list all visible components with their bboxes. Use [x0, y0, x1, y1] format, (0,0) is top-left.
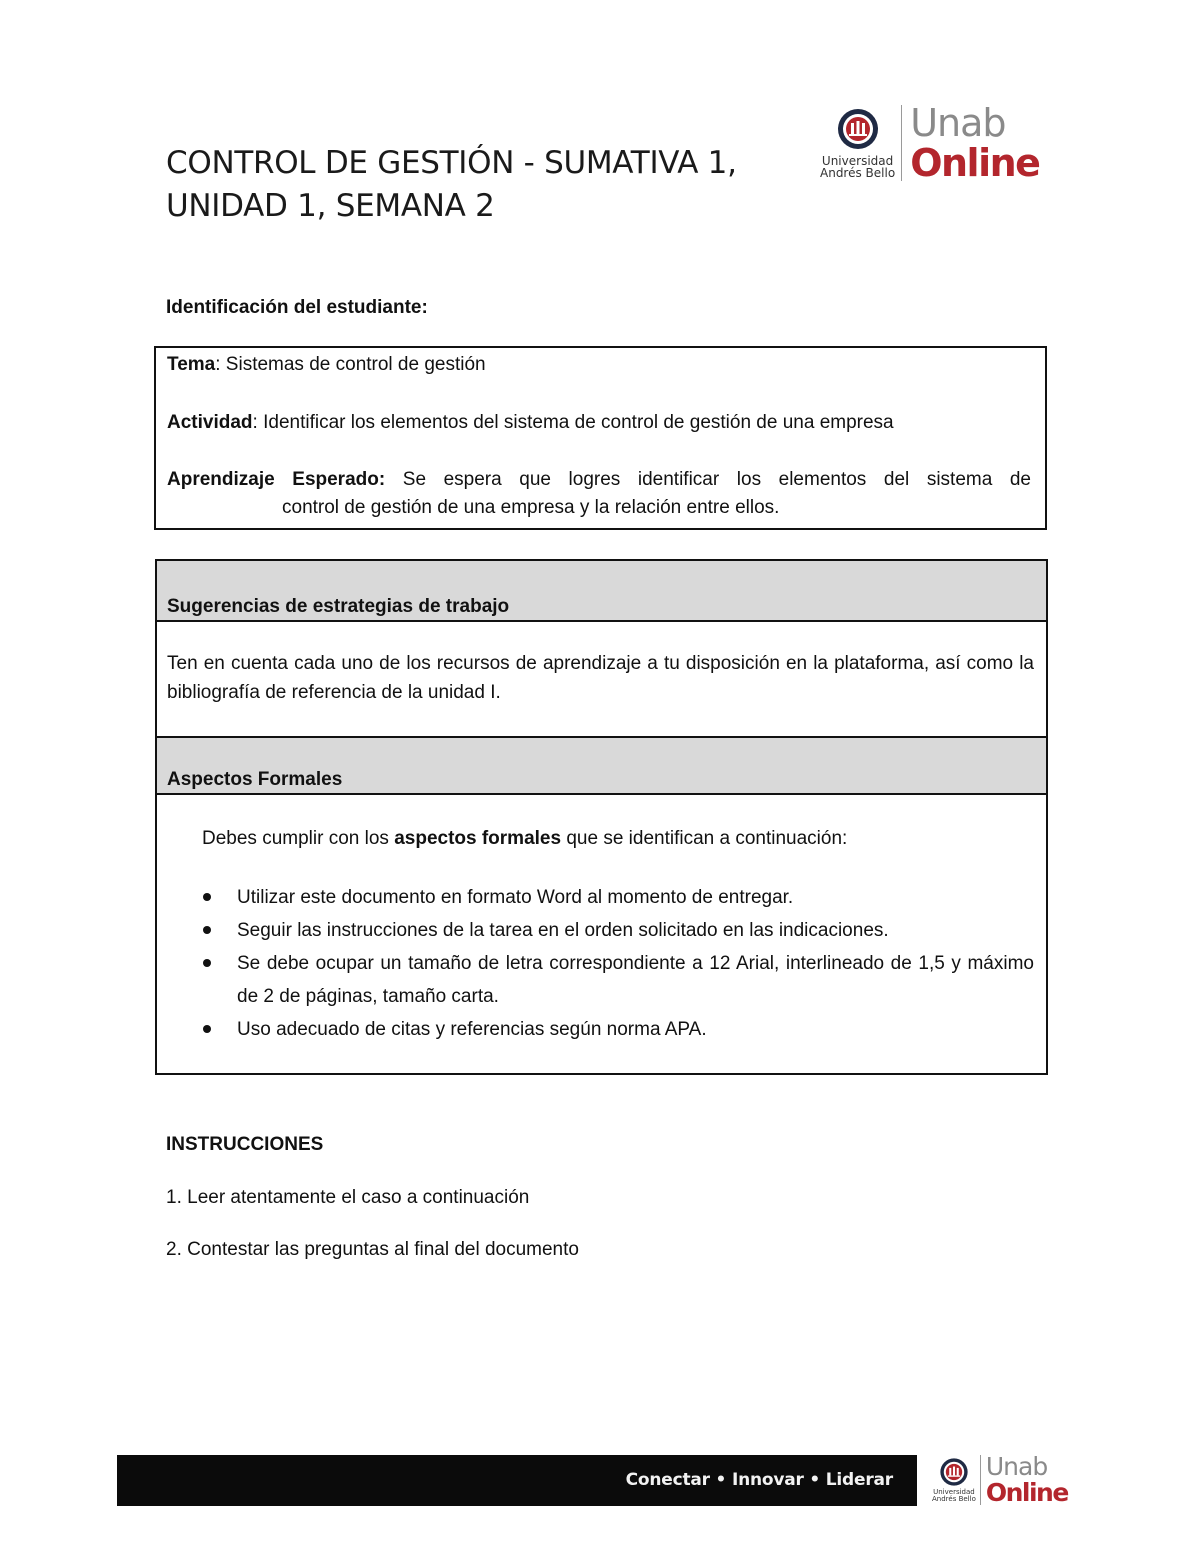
university-mark — [820, 107, 895, 179]
university-name — [820, 155, 895, 179]
logo-divider — [901, 105, 902, 181]
activity-info-box — [154, 346, 1047, 530]
bullet-dot-icon — [203, 926, 211, 934]
unab-online-logo — [820, 101, 1040, 185]
footer-bar — [117, 1455, 917, 1506]
aprendizaje-value-2: control de gestión de una empresa y la relación entre ellos. — [282, 497, 780, 518]
brand-wordmark — [910, 101, 1040, 185]
list-item-text: Se debe ocupar un tamaño de letra correspondiente a 12 Arial, interlineado de 1,5 y máximo de 2 de páginas, tamaño carta. — [237, 953, 1034, 1007]
footer-university-name — [932, 1489, 976, 1503]
list-item-text: Uso adecuado de citas y referencias según norma APA. — [237, 1019, 707, 1040]
instruction-step-1: 1. Leer atentamente el caso a continuación — [166, 1187, 530, 1208]
footer-logo-divider — [980, 1455, 981, 1505]
bullet-dot-icon — [203, 893, 211, 901]
sugerencias-header-text: Sugerencias de estrategias de trabajo — [167, 596, 510, 617]
footer-university-name-line-2: Andrés Bello — [932, 1494, 976, 1503]
aspectos-intro-prefix: Debes cumplir con los — [202, 828, 389, 849]
aspectos-intro — [202, 825, 847, 853]
title-line-1: CONTROL DE GESTIÓN - SUMATIVA 1, — [166, 145, 737, 181]
list-item — [201, 881, 1034, 914]
brand-online: Online — [910, 141, 1040, 185]
instruction-step-2: 2. Contestar las preguntas al final del documento — [166, 1239, 579, 1260]
actividad-label: Actividad — [167, 412, 253, 433]
university-seal-icon — [939, 1457, 969, 1487]
tema-label: Tema — [167, 354, 216, 375]
list-item — [201, 947, 1034, 1013]
list-item-text: Utilizar este documento en formato Word al momento de entregar. — [237, 887, 794, 908]
guidelines-table — [155, 559, 1048, 1075]
university-seal-icon — [836, 107, 880, 151]
university-name-line-1: Universidad — [821, 154, 894, 168]
student-id-label: Identificación del estudiante: — [166, 297, 428, 318]
list-item — [201, 914, 1034, 947]
list-item-text: Seguir las instrucciones de la tarea en el orden solicitado en las indicaciones. — [237, 920, 889, 941]
tema-value: Sistemas de control de gestión — [225, 354, 486, 375]
brand-unab: Unab — [910, 101, 1006, 145]
aspectos-list — [201, 881, 1034, 1046]
footer-university-mark — [932, 1457, 976, 1503]
tema-line: Tema: Sistemas de control de gestión — [167, 354, 486, 375]
aspectos-header-text: Aspectos Formales — [167, 769, 343, 790]
footer-slogan: Conectar • Innovar • Liderar — [625, 1470, 893, 1490]
actividad-value: Identificar los elementos del sistema de control de gestión de una empresa — [263, 412, 894, 433]
aspectos-intro-bold: aspectos formales — [394, 828, 562, 849]
footer-brand-wordmark — [986, 1454, 1068, 1505]
footer-logo — [932, 1454, 1068, 1505]
sugerencias-header — [157, 561, 1046, 622]
actividad-line: Actividad: Identificar los elementos del sistema de control de gestión de una empresa — [167, 412, 894, 433]
university-name-line-2: Andrés Bello — [820, 166, 896, 180]
bullet-dot-icon — [203, 959, 211, 967]
aspectos-header — [157, 736, 1046, 795]
instrucciones-title: INSTRUCCIONES — [166, 1134, 324, 1155]
aprendizaje-line — [167, 466, 1031, 494]
aprendizaje-value-1: Se espera que logres identificar los elementos del sistema de — [402, 469, 1032, 490]
aspectos-intro-suffix: que se identifican a continuación: — [566, 828, 848, 849]
footer-university-name-line-1: Universidad — [933, 1487, 975, 1496]
list-item — [201, 1013, 1034, 1046]
footer-brand-unab: Unab — [985, 1452, 1048, 1481]
page-title — [166, 142, 737, 228]
title-line-2: UNIDAD 1, SEMANA 2 — [166, 188, 495, 224]
sugerencias-text: Ten en cuenta cada uno de los recursos de aprendizaje a tu disposición en la plataforma, así como la bibliografía de referencia de la unidad I. — [167, 653, 1034, 703]
footer-brand-online: Online — [985, 1478, 1068, 1507]
bullet-dot-icon — [203, 1025, 211, 1033]
aprendizaje-label: Aprendizaje Esperado: — [167, 469, 386, 490]
